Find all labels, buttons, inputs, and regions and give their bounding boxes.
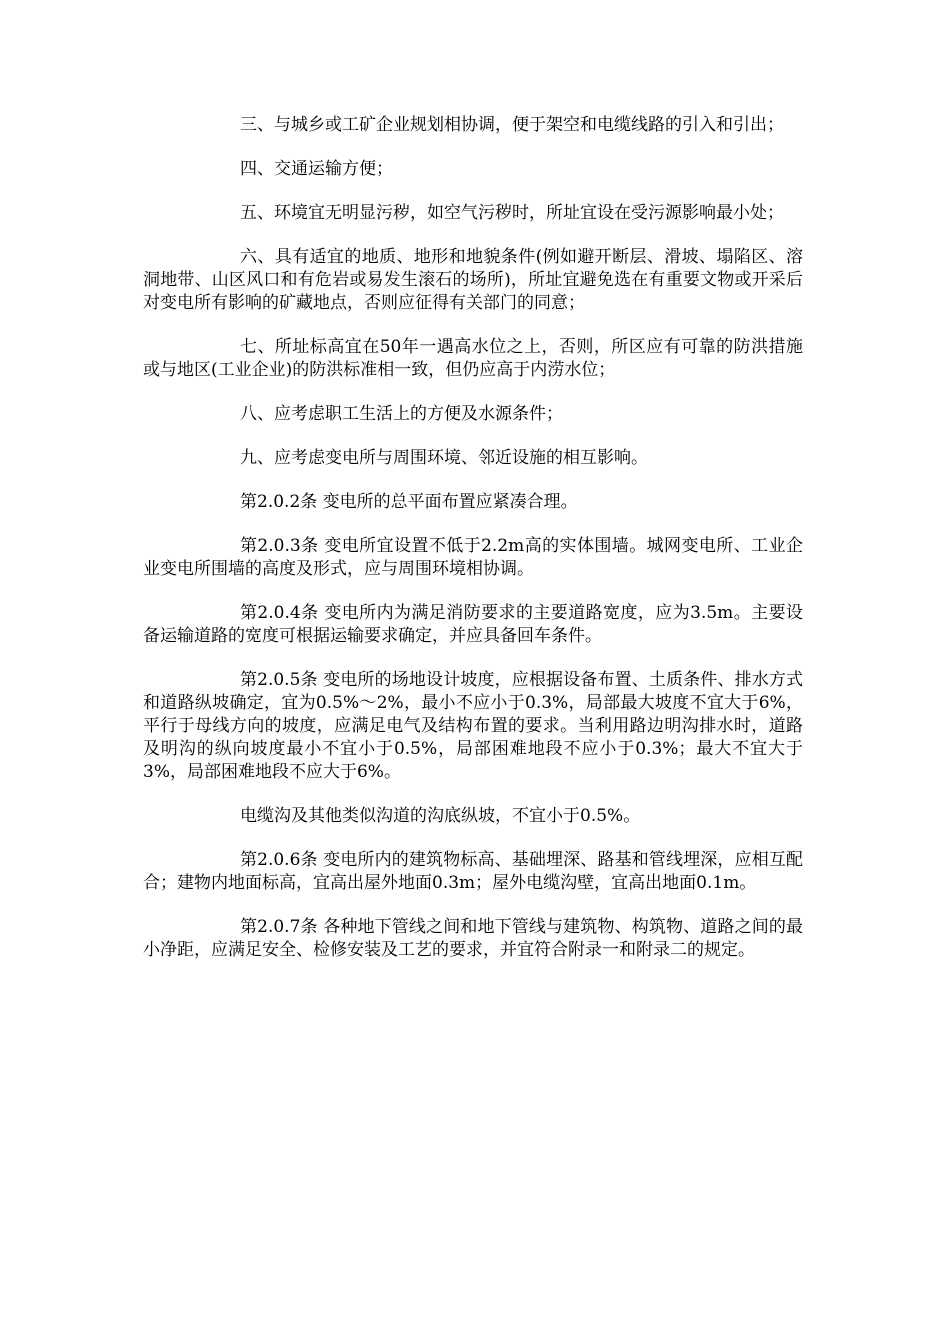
clause-2-0-4: 第2.0.4条 变电所内为满足消防要求的主要道路宽度，应为3.5m。主要设备运输道路的宽度可根据运输要求确定，并应具备回车条件。	[143, 603, 803, 646]
paragraph-staff-living: 八、应考虑职工生活上的方便及水源条件；	[240, 404, 563, 424]
paragraph-cable-trench: 电缆沟及其他类似沟道的沟底纵坡，不宜小于0.5%。	[240, 806, 641, 826]
paragraph-surroundings: 九、应考虑变电所与周围环境、邻近设施的相互影响。	[240, 448, 648, 468]
paragraph-site-planning: 三、与城乡或工矿企业规划相协调，便于架空和电缆线路的引入和引出；	[240, 115, 784, 135]
clause-2-0-7: 第2.0.7条 各种地下管线之间和地下管线与建筑物、构筑物、道路之间的最小净距，应满足安全、检修安装及工艺的要求，并宜符合附录一和附录二的规定。	[143, 917, 803, 960]
paragraph-flood-level: 七、所址标高宜在50年一遇高水位之上，否则，所区应有可靠的防洪措施或与地区(工业企业)的防洪标准相一致，但仍应高于内涝水位；	[143, 337, 803, 380]
clause-2-0-6: 第2.0.6条 变电所内的建筑物标高、基础埋深、路基和管线埋深，应相互配合；建物内地面标高，宜高出屋外地面0.3m；屋外电缆沟壁，宜高出地面0.1m。	[143, 850, 803, 893]
document-body	[143, 114, 803, 983]
paragraph-geology: 六、具有适宜的地质、地形和地貌条件(例如避开断层、滑坡、塌陷区、溶洞地带、山区风口和有危岩或易发生滚石的场所)，所址宜避免选在有重要文物或开采后对变电所有影响的矿藏地点，否则应征得有关部门的同意；	[143, 247, 803, 313]
clause-2-0-5: 第2.0.5条 变电所的场地设计坡度，应根据设备布置、土质条件、排水方式和道路纵坡确定，宜为0.5%～2%，最小不应小于0.3%，局部最大坡度不宜大于6%，平行于母线方向的坡度，应满足电气及结构布置的要求。当利用路边明沟排水时，道路及明沟的纵向坡度最小不宜小于0.5%，局部困难地段不应小于0.3%；最大不宜大于3%，局部困难地段不应大于6%。	[143, 670, 803, 782]
paragraph-transport: 四、交通运输方便；	[240, 159, 393, 179]
clause-2-0-2: 第2.0.2条 变电所的总平面布置应紧凑合理。	[240, 492, 578, 512]
paragraph-environment: 五、环境宜无明显污秽，如空气污秽时，所址宜设在受污源影响最小处；	[240, 203, 784, 223]
clause-2-0-3: 第2.0.3条 变电所宜设置不低于2.2m高的实体围墙。城网变电所、工业企业变电所围墙的高度及形式，应与周围环境相协调。	[143, 536, 803, 579]
